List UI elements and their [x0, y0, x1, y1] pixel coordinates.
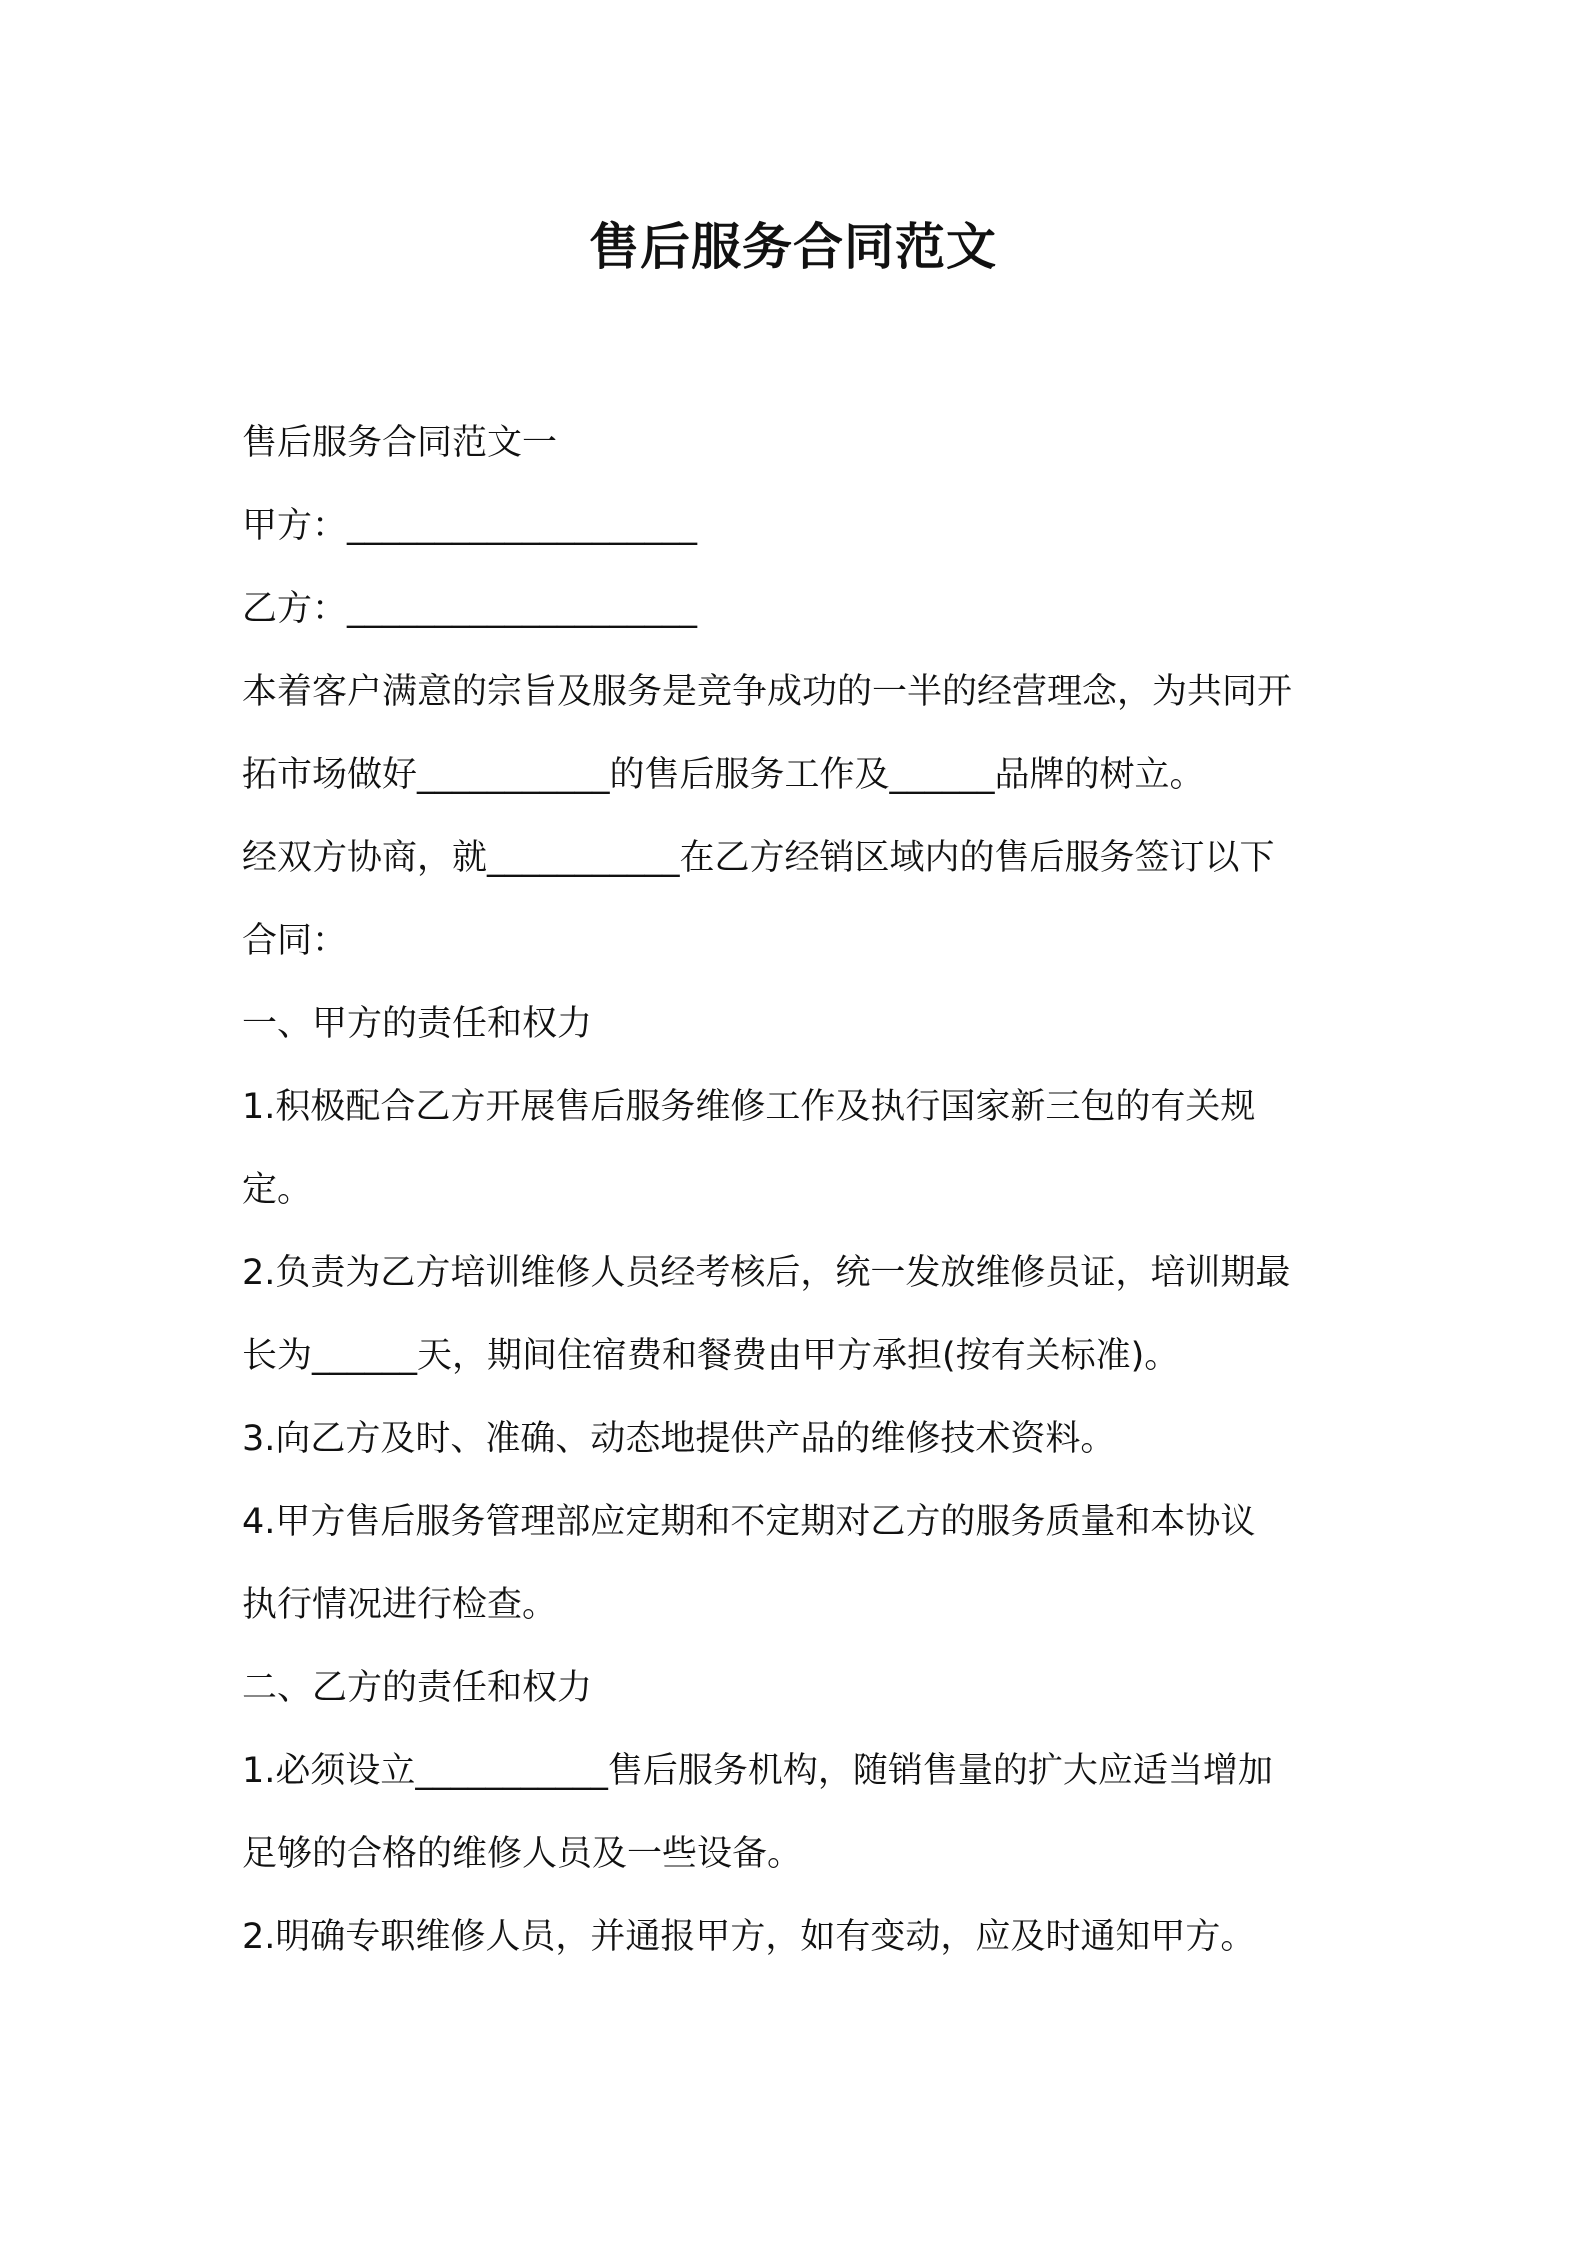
clause-line: 2.负责为乙方培训维修人员经考核后，统一发放维修员证，培训期最 [242, 1253, 1291, 1293]
clause-line: 定。 [242, 1170, 313, 1210]
clause-line: 4.甲方售后服务管理部应定期和不定期对乙方的服务质量和本协议 [242, 1502, 1256, 1542]
paragraph-line: 合同： [242, 921, 348, 961]
clause-line: 执行情况进行检查。 [242, 1585, 558, 1625]
paragraph-line: 经双方协商，就___________在乙方经销区域内的售后服务签订以下 [242, 838, 1275, 878]
clause-line: 3.向乙方及时、准确、动态地提供产品的维修技术资料。 [242, 1419, 1116, 1459]
clause-line: 足够的合格的维修人员及一些设备。 [242, 1834, 803, 1874]
party-a-line: 甲方：____________________ [242, 506, 698, 546]
document-body [242, 402, 1362, 1979]
document-title: 售后服务合同范文 [589, 218, 997, 276]
clause-line: 2.明确专职维修人员，并通报甲方，如有变动，应及时通知甲方。 [242, 1917, 1256, 1957]
clause-line: 1.必须设立___________售后服务机构，随销售量的扩大应适当增加 [242, 1751, 1273, 1791]
section-heading-contract-one: 售后服务合同范文一 [242, 423, 558, 463]
party-b-line: 乙方：____________________ [242, 589, 698, 629]
section-heading-party-a-duties: 一、甲方的责任和权力 [242, 1004, 593, 1044]
paragraph-line: 本着客户满意的宗旨及服务是竞争成功的一半的经营理念，为共同开 [242, 672, 1293, 712]
clause-line: 1.积极配合乙方开展售后服务维修工作及执行国家新三包的有关规 [242, 1087, 1256, 1127]
paragraph-line: 拓市场做好___________的售后服务工作及______品牌的树立。 [242, 755, 1205, 795]
clause-line: 长为______天，期间住宿费和餐费由甲方承担(按有关标准)。 [242, 1336, 1180, 1376]
section-heading-party-b-duties: 二、乙方的责任和权力 [242, 1668, 593, 1708]
